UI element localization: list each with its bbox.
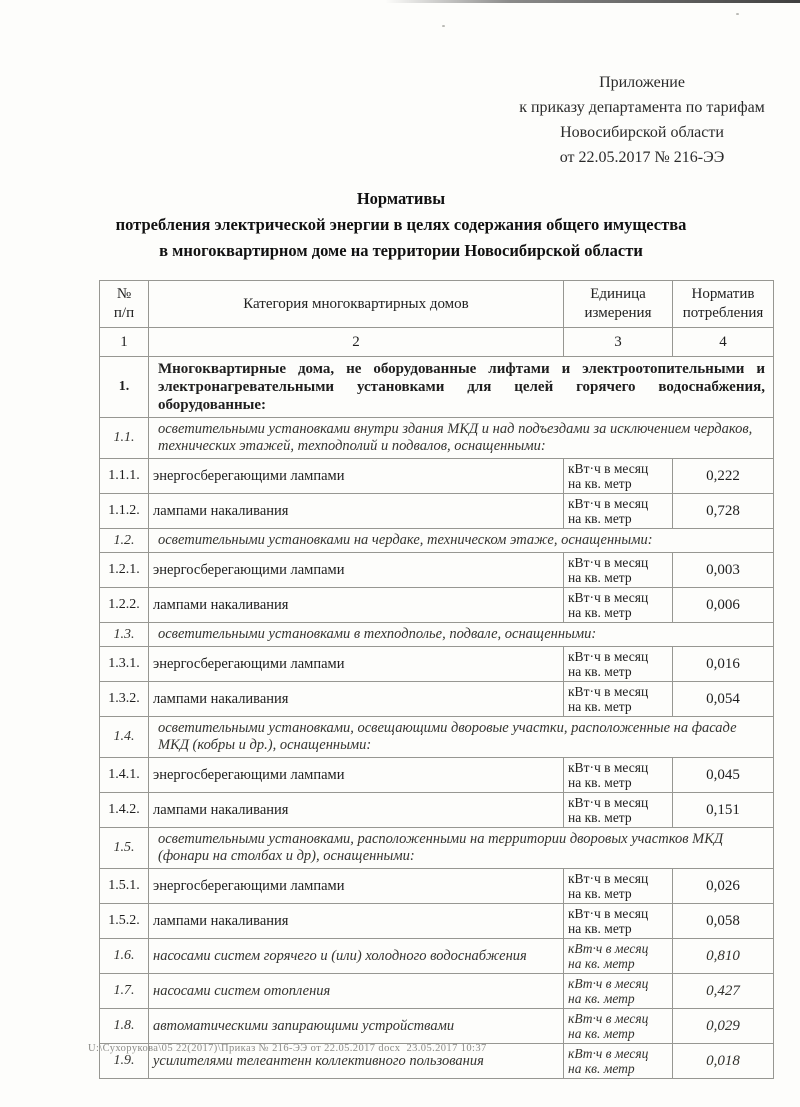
table-row xyxy=(100,529,774,553)
table-row xyxy=(100,758,774,793)
header-unit: Единица измерения xyxy=(564,281,673,328)
header-num-line: № xyxy=(116,286,132,302)
title-line: потребления электрической энергии в целях содержания общего имущества xyxy=(115,215,687,234)
row-number-cell: 1.1.1. xyxy=(100,459,149,494)
unit-cell xyxy=(564,682,673,717)
row-number-cell: 1. xyxy=(100,357,149,418)
table-row xyxy=(100,828,774,869)
unit-line: кВт·ч в месяц xyxy=(568,976,649,991)
row-number-cell: 1.1. xyxy=(100,418,149,459)
unit-line: на кв. метр xyxy=(568,1061,635,1076)
column-numbers-row xyxy=(100,328,774,357)
unit-line: на кв. метр xyxy=(568,956,635,971)
unit-line: кВт·ч в месяц xyxy=(568,461,649,476)
annex-line: от 22.05.2017 № 216-ЭЭ xyxy=(559,149,725,166)
annex-line: Приложение xyxy=(599,74,685,91)
category-cell: насосами систем горячего и (или) холодного водоснабжения xyxy=(149,939,564,974)
unit-cell xyxy=(564,647,673,682)
unit-cell xyxy=(564,1009,673,1044)
header-norm: Норматив потребления xyxy=(673,281,774,328)
annex-header xyxy=(508,70,776,170)
unit-line: кВт·ч в месяц xyxy=(568,649,649,664)
row-number-cell: 1.3.1. xyxy=(100,647,149,682)
category-cell: осветительными установками на чердаке, техническом этаже, оснащенными: xyxy=(149,529,774,553)
category-cell: усилителями телеантенн коллективного пользования xyxy=(149,1044,564,1079)
category-cell: Многоквартирные дома, не оборудованные лифтами и электроотопительными и электронагревательными установками для целей горячего водоснабжения, оборудованные: xyxy=(149,357,774,418)
unit-line: на кв. метр xyxy=(568,921,632,936)
file-path-footer: U:\Сухорукова\05 22(2017)\Приказ № 216-ЭЭ от 22.05.2017 docx 23.05.2017 10:37 xyxy=(88,1043,487,1054)
unit-line: на кв. метр xyxy=(568,991,635,1006)
unit-line: кВт·ч в месяц xyxy=(568,496,649,511)
category-cell: лампами накаливания xyxy=(149,904,564,939)
unit-cell xyxy=(564,904,673,939)
category-cell: энергосберегающими лампами xyxy=(149,647,564,682)
unit-line: кВт·ч в месяц xyxy=(568,871,649,886)
row-number-cell: 1.1.2. xyxy=(100,494,149,529)
value-cell: 0,029 xyxy=(673,1009,774,1044)
norms-table xyxy=(99,280,774,1079)
category-cell: энергосберегающими лампами xyxy=(149,553,564,588)
unit-line: кВт·ч в месяц xyxy=(568,941,649,956)
scan-speck xyxy=(442,25,445,27)
category-cell: энергосберегающими лампами xyxy=(149,869,564,904)
annex-line: Новосибирской области xyxy=(560,124,724,141)
unit-line: на кв. метр xyxy=(568,1026,635,1041)
header-category: Категория многоквартирных домов xyxy=(149,281,564,328)
unit-line: на кв. метр xyxy=(568,476,632,491)
category-cell: насосами систем отопления xyxy=(149,974,564,1009)
row-number-cell: 1.5.1. xyxy=(100,869,149,904)
table-header-row xyxy=(100,281,774,328)
row-number-cell: 1.4. xyxy=(100,717,149,758)
value-cell: 0,810 xyxy=(673,939,774,974)
column-number: 1 xyxy=(100,328,149,357)
row-number-cell: 1.4.2. xyxy=(100,793,149,828)
unit-cell xyxy=(564,974,673,1009)
column-number: 4 xyxy=(673,328,774,357)
category-cell: лампами накаливания xyxy=(149,494,564,529)
unit-line: на кв. метр xyxy=(568,605,632,620)
table-row xyxy=(100,793,774,828)
unit-line: на кв. метр xyxy=(568,810,632,825)
unit-line: на кв. метр xyxy=(568,886,632,901)
title-line: Нормативы xyxy=(356,189,446,208)
unit-line: кВт·ч в месяц xyxy=(568,760,649,775)
unit-cell xyxy=(564,758,673,793)
unit-line: кВт·ч в месяц xyxy=(568,795,649,810)
row-number-cell: 1.3. xyxy=(100,623,149,647)
document-title xyxy=(45,186,757,264)
category-cell: осветительными установками, расположенными на территории дворовых участков МКД (фонари на столбах и др), оснащенными: xyxy=(149,828,774,869)
unit-line: кВт·ч в месяц xyxy=(568,590,649,605)
table-row xyxy=(100,869,774,904)
table-row xyxy=(100,418,774,459)
category-cell: лампами накаливания xyxy=(149,588,564,623)
unit-line: на кв. метр xyxy=(568,664,632,679)
unit-line: кВт·ч в месяц xyxy=(568,555,649,570)
row-number-cell: 1.2.1. xyxy=(100,553,149,588)
value-cell: 0,016 xyxy=(673,647,774,682)
scan-speck xyxy=(736,13,739,15)
table-row xyxy=(100,494,774,529)
unit-cell xyxy=(564,869,673,904)
category-cell: энергосберегающими лампами xyxy=(149,459,564,494)
value-cell: 0,222 xyxy=(673,459,774,494)
row-number-cell: 1.6. xyxy=(100,939,149,974)
table-row xyxy=(100,717,774,758)
table-row xyxy=(100,647,774,682)
header-num xyxy=(100,281,149,328)
table-row xyxy=(100,588,774,623)
row-number-cell: 1.9. xyxy=(100,1044,149,1079)
table-row xyxy=(100,974,774,1009)
table-row xyxy=(100,553,774,588)
unit-line: на кв. метр xyxy=(568,570,632,585)
table-row xyxy=(100,904,774,939)
row-number-cell: 1.2. xyxy=(100,529,149,553)
table-row xyxy=(100,357,774,418)
table-row xyxy=(100,1009,774,1044)
unit-line: кВт·ч в месяц xyxy=(568,1011,649,1026)
scan-edge-artifact xyxy=(385,0,800,3)
title-line: в многоквартирном доме на территории Новосибирской области xyxy=(159,241,643,260)
table-row xyxy=(100,682,774,717)
unit-cell xyxy=(564,1044,673,1079)
unit-cell xyxy=(564,553,673,588)
category-cell: энергосберегающими лампами xyxy=(149,758,564,793)
category-cell: осветительными установками в техподполье, подвале, оснащенными: xyxy=(149,623,774,647)
value-cell: 0,018 xyxy=(673,1044,774,1079)
row-number-cell: 1.3.2. xyxy=(100,682,149,717)
unit-line: на кв. метр xyxy=(568,775,632,790)
unit-line: на кв. метр xyxy=(568,511,632,526)
column-number: 2 xyxy=(149,328,564,357)
unit-line: на кв. метр xyxy=(568,699,632,714)
unit-line: кВт·ч в месяц xyxy=(568,1046,649,1061)
value-cell: 0,054 xyxy=(673,682,774,717)
unit-line: кВт·ч в месяц xyxy=(568,684,649,699)
value-cell: 0,026 xyxy=(673,869,774,904)
category-cell: автоматическими запирающими устройствами xyxy=(149,1009,564,1044)
row-number-cell: 1.8. xyxy=(100,1009,149,1044)
row-number-cell: 1.5.2. xyxy=(100,904,149,939)
unit-cell xyxy=(564,939,673,974)
value-cell: 0,006 xyxy=(673,588,774,623)
row-number-cell: 1.5. xyxy=(100,828,149,869)
unit-cell xyxy=(564,459,673,494)
table-row xyxy=(100,459,774,494)
unit-cell xyxy=(564,588,673,623)
value-cell: 0,003 xyxy=(673,553,774,588)
header-num-line: п/п xyxy=(113,305,135,321)
annex-line: к приказу департамента по тарифам xyxy=(519,99,765,116)
row-number-cell: 1.2.2. xyxy=(100,588,149,623)
value-cell: 0,427 xyxy=(673,974,774,1009)
category-cell: осветительными установками, освещающими дворовые участки, расположенные на фасаде МКД (кобры и др.), оснащенными: xyxy=(149,717,774,758)
value-cell: 0,045 xyxy=(673,758,774,793)
row-number-cell: 1.4.1. xyxy=(100,758,149,793)
unit-cell xyxy=(564,793,673,828)
table-row xyxy=(100,623,774,647)
value-cell: 0,728 xyxy=(673,494,774,529)
category-cell: лампами накаливания xyxy=(149,682,564,717)
value-cell: 0,151 xyxy=(673,793,774,828)
table-row xyxy=(100,939,774,974)
row-number-cell: 1.7. xyxy=(100,974,149,1009)
unit-line: кВт·ч в месяц xyxy=(568,906,649,921)
unit-cell xyxy=(564,494,673,529)
category-cell: осветительными установками внутри здания МКД и над подъездами за исключением чердаков, технических этажей, техподполий и подвалов, оснащенными: xyxy=(149,418,774,459)
category-cell: лампами накаливания xyxy=(149,793,564,828)
column-number: 3 xyxy=(564,328,673,357)
value-cell: 0,058 xyxy=(673,904,774,939)
